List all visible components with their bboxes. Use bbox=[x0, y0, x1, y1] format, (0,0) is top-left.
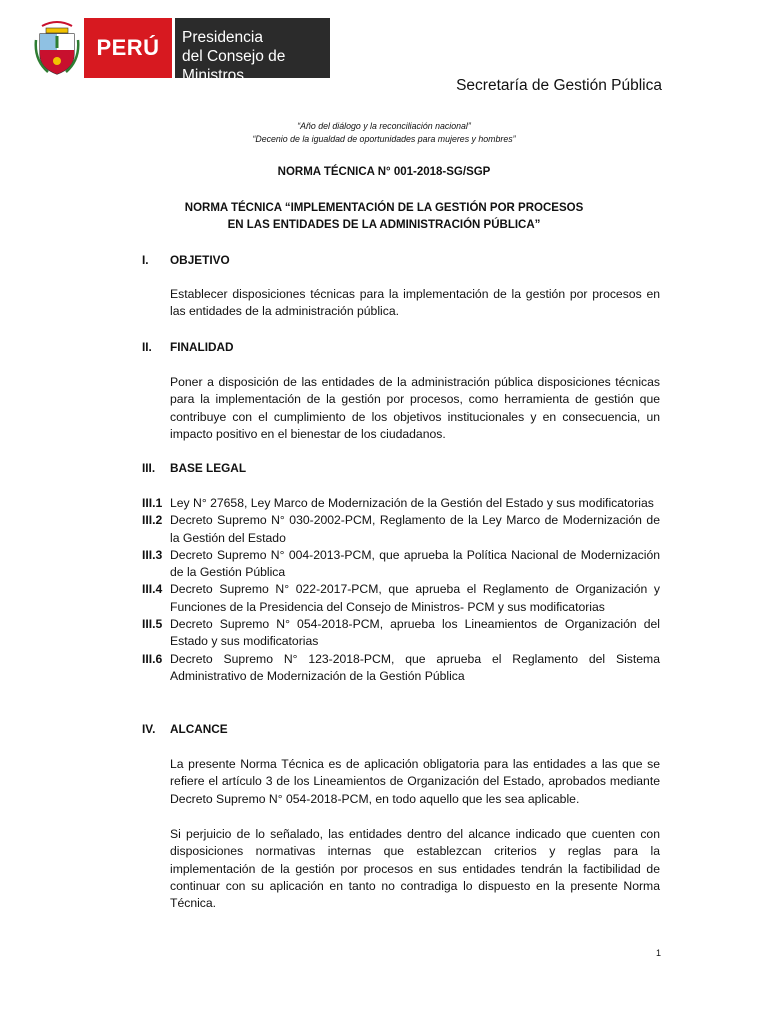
norma-title-line2: EN LAS ENTIDADES DE LA ADMINISTRACIÓN PÚBLICA” bbox=[227, 219, 541, 231]
section-title: OBJETIVO bbox=[170, 253, 230, 267]
list-item bbox=[142, 651, 660, 686]
section-title: FINALIDAD bbox=[170, 340, 234, 354]
list-item bbox=[142, 547, 660, 582]
section-number: IV. bbox=[142, 722, 156, 736]
list-item bbox=[142, 495, 660, 512]
institution-logo bbox=[175, 18, 330, 84]
item-text: Decreto Supremo N° 054-2018-PCM, aprueba los Lineamientos de Organización del Estado y sus modificatorias bbox=[170, 617, 660, 649]
list-item bbox=[142, 616, 660, 651]
motto-1: “Año del diálogo y la reconciliación nacional” bbox=[297, 121, 471, 131]
alcance-paragraph-2: Si perjuicio de lo señalado, las entidades dentro del alcance indicado que cuenten con disposiciones normativas internas que establezcan criterios y reglas para la implementación de la gestión por procesos en sus entidades tendrán la factibilidad de continuar con su aplicación en tanto no contradiga lo dispuesto en la presente Norma Técnica. bbox=[170, 827, 660, 911]
item-number: III.2 bbox=[142, 513, 163, 528]
section-number: I. bbox=[142, 253, 149, 267]
country-logo bbox=[84, 18, 172, 78]
objetivo-text: Establecer disposiciones técnicas para la implementación de la gestión por procesos en las entidades de la administración pública. bbox=[170, 287, 660, 319]
section-number: II. bbox=[142, 340, 152, 354]
norma-title bbox=[0, 200, 768, 234]
item-text: Decreto Supremo N° 022-2017-PCM, que aprueba el Reglamento de Organización y Funciones de la Presidencia del Consejo de Ministros- PCM y sus modificatorias bbox=[170, 582, 660, 614]
country-label: PERÚ bbox=[96, 35, 160, 60]
finalidad-text: Poner a disposición de las entidades de la administración pública disposiciones técnicas para la implementación de la gestión por procesos, como herramienta de gestión que contribuye con el cumplimiento de los objetivos institucionales y en consecuencia, un impacto positivo en el bienestar de los ciudadanos. bbox=[170, 375, 660, 441]
list-item bbox=[142, 512, 660, 547]
norma-number: NORMA TÉCNICA N° 001-2018-SG/SGP bbox=[277, 166, 491, 178]
section-heading-base-legal bbox=[142, 461, 246, 475]
institution-line1: Presidencia bbox=[182, 29, 263, 46]
section-number: III. bbox=[142, 461, 156, 475]
base-legal-list bbox=[142, 495, 660, 685]
item-text: Decreto Supremo N° 004-2013-PCM, que aprueba la Política Nacional de Modernización de la Gestión Pública bbox=[170, 547, 660, 580]
section-heading-alcance bbox=[142, 722, 228, 736]
item-number: III.1 bbox=[142, 496, 163, 510]
motto-2: “Decenio de la igualdad de oportunidades para mujeres y hombres” bbox=[252, 134, 516, 144]
item-text: Decreto Supremo N° 030-2002-PCM, Reglamento de la Ley Marco de Modernización de la Gestión del Estado bbox=[170, 513, 660, 545]
institution-line2: del Consejo de Ministros bbox=[182, 48, 286, 84]
norma-title-line1: NORMA TÉCNICA “IMPLEMENTACIÓN DE LA GESTIÓN POR PROCESOS bbox=[184, 202, 584, 214]
secretariat-name: Secretaría de Gestión Pública bbox=[456, 77, 662, 94]
item-number: III.6 bbox=[142, 651, 163, 666]
list-item bbox=[142, 581, 660, 616]
section-heading-objetivo bbox=[142, 253, 230, 267]
item-number: III.4 bbox=[142, 582, 163, 597]
item-number: III.3 bbox=[142, 547, 163, 562]
alcance-paragraph-1: La presente Norma Técnica es de aplicación obligatoria para las entidades a las que se refiere el artículo 3 de los Lineamientos de Organización del Estado, aprobados mediante Decreto Supremo N° 054-2018-PCM, en todo aquello que les sea aplicable. bbox=[170, 757, 660, 806]
section-title: ALCANCE bbox=[170, 722, 228, 736]
item-text: Ley N° 27658, Ley Marco de Modernización de la Gestión del Estado y sus modificatorias bbox=[170, 496, 654, 510]
page-number: 1 bbox=[656, 948, 662, 958]
peru-coat-of-arms-icon bbox=[34, 20, 80, 76]
section-heading-finalidad bbox=[142, 340, 234, 354]
item-text: Decreto Supremo N° 123-2018-PCM, que aprueba el Reglamento del Sistema Administrativo de Modernización de la Gestión Pública bbox=[170, 651, 660, 683]
item-number: III.5 bbox=[142, 617, 163, 632]
section-title: BASE LEGAL bbox=[170, 461, 247, 475]
